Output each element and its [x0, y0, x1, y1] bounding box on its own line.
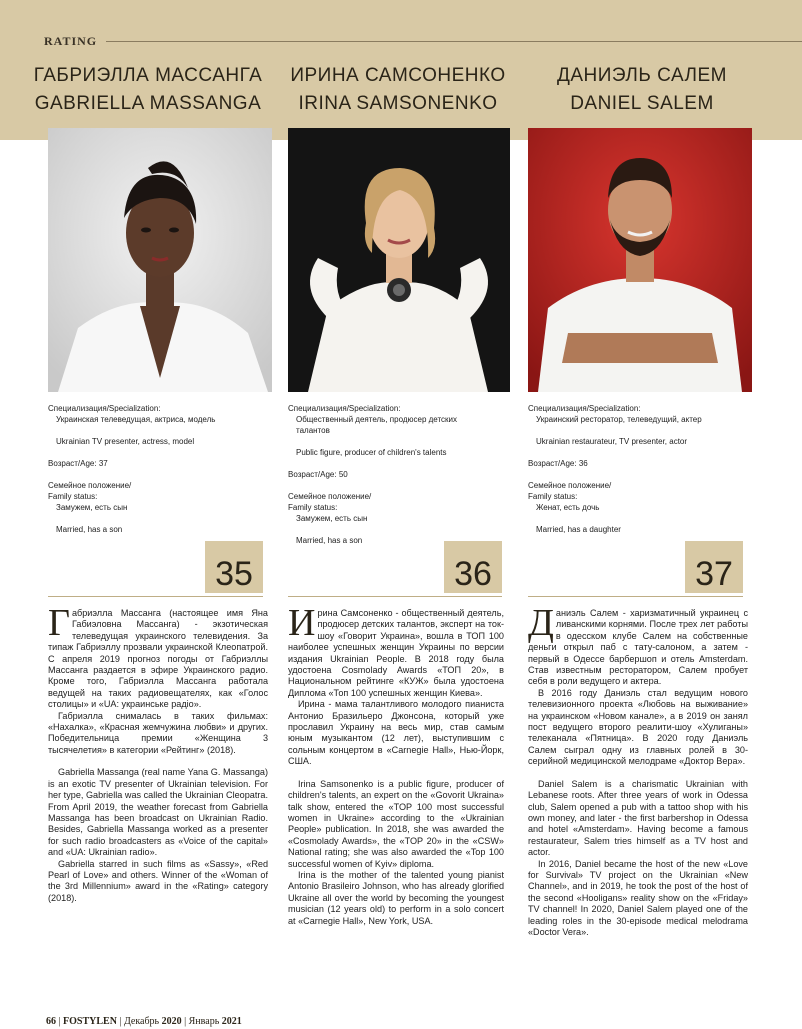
article-en-p1: Irina Samsonenko is a public figure, producer of children's talents, an expert on the «Govorit Ukraina» talk show, entered the «TOP 100 most successful women in Ukraine» according to the «Ukrainian People» publication. In 2018, she was awarded the «Cosmolady Awards», the «TOP 20» in the «CSW» National rating; she was also awarded the «Top 100 successful women of Kyiv» diploma. [288, 778, 504, 869]
photo-person-3 [528, 128, 752, 392]
rank-number-1: 35 [215, 555, 253, 593]
spec-ru-cont: талантов [296, 426, 330, 435]
rank-number-2: 36 [454, 555, 492, 593]
age: Возраст/Age: 36 [528, 459, 588, 468]
family-label-2: Family status: [528, 492, 578, 501]
page-footer: 66 | FOSTYLEN | Декабрь 2020 | Январь 2021 [46, 1016, 242, 1027]
article-ru-p2: Габриэлла снималась в таких фильмах: «Нахалка», «Красная жемчужина любви» и других. Победительница премии «Женщина 3 тысячелетия» в категории «Рейтинг» (2018). [48, 710, 268, 755]
spec-ru: Украинский ресторатор, телеведущий, актер [536, 415, 702, 424]
article-ru-p1: Ирина Самсоненко - общественный деятель, продюсер детских талантов, эксперт на ток-шоу «Говорит Украина», вошла в ТОП 100 наиболее успешных женщин Украины по версии издания Ukrainian People. В 2018 году была удостоена Cosmolady Awards «ТОП 20», в Национальном рейтинге «КУЖ» была удостоена Диплома «Топ 100 успешных женщин Киева». [288, 602, 504, 698]
rank-rule-2 [288, 596, 502, 597]
family-ru: Замужем, есть сын [296, 514, 368, 523]
family-ru: Женат, есть дочь [536, 503, 600, 512]
article-en-p2: Irina is the mother of the talented young pianist Antonio Brasileiro Johnson, who has already glorified Ukraine all over the world by becoming the youngest musician (12 years old) to perform in a solo concert at «Carnegie Hall», New York, USA. [288, 869, 504, 926]
issue-year-1: 2020 [161, 1016, 182, 1027]
article-ru-p2: В 2016 году Даниэль стал ведущим нового телевизионного проекта «Любовь на выживание» на украинском «Новом канале», а в 2019 он занял пост ведущего второго реалити-шоу «Хулиганы» телеканала «Пятница». В 2020 году Даниэль Салем сыграл одну из главных ролей в 30-серийной медицинской мелодраме «Доктор Вера». [528, 687, 748, 767]
heading-person-1 [18, 62, 278, 118]
drop-cap: Д [528, 602, 554, 644]
rank-rule-1 [48, 596, 263, 597]
article-en-p1: Gabriella Massanga (real name Yana G. Massanga) is an exotic TV presenter of Ukrainian television. For her type, Gabriella was called the Ukrainian Cleopatra. From April 2019, the weather forecast from Gabriella Massanga has been broadcast on Ukrainian Radio. Besides, Gabriella Massanga worked as a presenter for such radio broadcasters as «Voice of the capital» and «UA: Ukrainian radio». [48, 767, 268, 858]
page-number: 66 [46, 1016, 56, 1027]
name-en: IRINA SAMSONENKO [298, 93, 498, 114]
family-label-2: Family status: [288, 503, 338, 512]
spec-label: Специализация/Specialization: [48, 404, 161, 413]
name-en: DANIEL SALEM [570, 93, 714, 114]
family-label-1: Семейное положение/ [288, 492, 372, 501]
issue-year-2: 2021 [221, 1016, 242, 1027]
photo-person-1 [48, 128, 272, 392]
section-tag: RATING [44, 34, 98, 48]
article-ru-p2: Ирина - мама талантливого молодого пианиста Антонио Бразильеро Джонсона, который уже прославил Украину на весь мир, став самым юным музыкантом (12 лет), выступившим с сольным концертом в «Carnegie Hall», Нью-Йорк, США. [288, 699, 504, 767]
spec-label: Специализация/Specialization: [288, 404, 401, 413]
article-person-3 [528, 602, 748, 938]
issue-month-1: Декабрь [123, 1016, 160, 1027]
name-ru: ДАНИЭЛЬ САЛЕМ [556, 65, 728, 86]
spec-en: Ukrainian TV presenter, actress, model [56, 437, 195, 446]
family-label-1: Семейное положение/ [528, 481, 612, 490]
family-en: Married, has a son [296, 536, 363, 545]
article-en-p1: Daniel Salem is a charismatic Ukrainian with Lebanese roots. After three years of work in Odessa club, Salem opened a pub with a tattoo shop with his own money, and later - the first barbershop in Odessa and hotel «Amsterdam». Having become a famous restaurateur, Salem tries himself as a TV host and actor. [528, 778, 748, 858]
article-ru-p1: Габриэлла Массанга (настоящее имя Яна Габиэловна Массанга) - экзотическая телеведущая украинского телевидения. За типаж Габриэллу прозвали украинской Клеопатрой. С апреля 2019 прогноз погоды от Габриэллы Массанга раздается в эфире Украинского радио. Кроме того, Габриэлла Массанга работала ведущей на таких радиовещателях, как «Голос столицы» и «UA: украинське радіо». [48, 602, 268, 710]
article-ru-p1: Даниэль Салем - харизматичный украинец с ливанскими корнями. После трех лет работы в одесском клубе Салем на собственные деньги открыл паб с тату-салоном, а затем - первый в Одессе барбершоп и отель Amsterdam. Став известным ресторатором, Салем пробует себя в роли ведущего и актера. [528, 602, 748, 687]
rank-rule-3 [528, 596, 743, 597]
family-en: Married, has a son [56, 525, 123, 534]
article-en-p2: In 2016, Daniel became the host of the new «Love for Survival» TV project on the Ukrainian «New Channel», and in 2019, he took the post of the host of the second «Hooligans» reality show on the «Friday» TV channel! In 2020, Daniel Salem played one of the leading roles in the 30-episode medical melodrama «Doctor Vera». [528, 858, 748, 937]
spec-ru: Общественный деятель, продюсер детских [296, 415, 458, 424]
family-ru: Замужем, есть сын [56, 503, 128, 512]
age: Возраст/Age: 37 [48, 459, 108, 468]
article-person-1 [48, 602, 268, 904]
age: Возраст/Age: 50 [288, 470, 348, 479]
issue-month-2: Январь [188, 1016, 220, 1027]
meta-person-2 [288, 403, 508, 546]
spec-en: Ukrainian restaurateur, TV presenter, actor [536, 437, 688, 446]
article-en-p2: Gabriella starred in such films as «Sassy», «Red Pearl of Love» and others. Winner of the «Woman of the 3rd Millennium» award in the «Rating» category (2018). [48, 858, 268, 903]
name-ru: ГАБРИЭЛЛА МАССАНГА [33, 65, 263, 86]
name-ru: ИРИНА САМСОНЕНКО [290, 65, 506, 86]
spec-ru: Украинская телеведущая, актриса, модель [56, 415, 216, 424]
family-label-2: Family status: [48, 492, 98, 501]
rank-number-3: 37 [695, 555, 733, 593]
spec-en: Public figure, producer of children's talents [296, 448, 447, 457]
name-en: GABRIELLA MASSANGA [34, 93, 262, 114]
photo-person-2 [288, 128, 510, 392]
spec-label: Специализация/Specialization: [528, 404, 641, 413]
meta-person-1 [48, 403, 268, 535]
drop-cap: И [288, 602, 316, 644]
heading-person-3 [512, 62, 772, 118]
drop-cap: Г [48, 602, 70, 644]
heading-person-2 [268, 62, 528, 118]
meta-person-3 [528, 403, 748, 535]
article-person-2 [288, 602, 504, 927]
brand-name: FOSTYLEN [63, 1016, 117, 1027]
family-label-1: Семейное положение/ [48, 481, 132, 490]
family-en: Married, has a daughter [536, 525, 621, 534]
header-rule [106, 41, 802, 42]
